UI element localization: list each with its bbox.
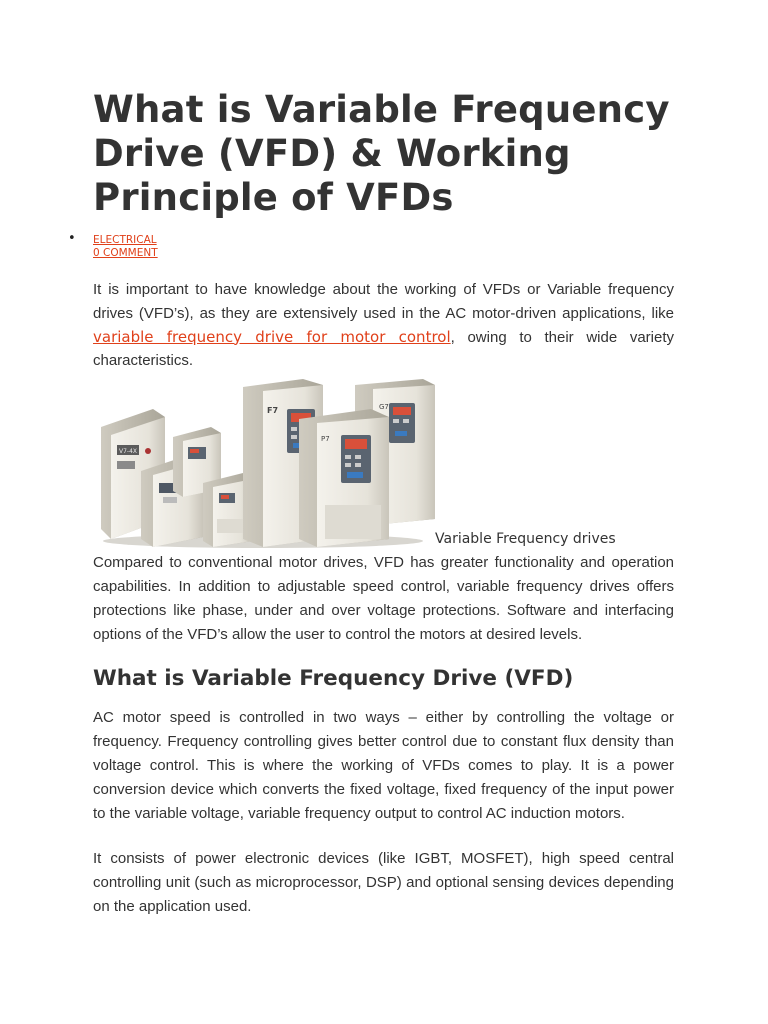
comment-count-link[interactable]: 0 COMMENT (93, 246, 158, 259)
vfd-motor-control-link[interactable]: variable frequency drive for motor control (93, 327, 451, 346)
page-title: What is Variable Frequency Drive (VFD) & Working Principle of VFDs (93, 88, 670, 219)
drive-label: F7 (267, 406, 279, 416)
comparison-paragraph: Compared to conventional motor drives, VFD has greater functionality and operation capabilities. In addition to adjustable speed control, variable frequency drives offers protections like phase, under and over voltage protections. Software and interfacing options of the VFD’s allow the user to control the motors at desired levels. (93, 554, 674, 643)
components-paragraph: It consists of power electronic devices (like IGBT, MOSFET), high speed central controlling unit (such as microprocessor, DSP) and optional sensing devices depending on the application used. (93, 850, 674, 915)
post-meta (68, 231, 674, 259)
vfd-drives-image (93, 379, 435, 549)
intro-text-end: , owing to their wide variety characteristics. (93, 328, 675, 370)
speed-control-paragraph: AC motor speed is controlled in two ways – either by controlling the voltage or frequency. Frequency controlling gives better control due to constant flux density than voltage control. This is where the working of VFDs comes to play. It is a power conversion device which converts the fixed voltage, fixed frequency of the input power to the variable voltage, variable frequency output to control AC induction motors. (93, 709, 674, 822)
meta-bullet: • (68, 231, 76, 246)
intro-paragraph (93, 278, 674, 373)
drive-p7 (299, 409, 389, 547)
intro-text-start: It is important to have knowledge about the working of VFDs or Variable frequency drives (VFD’s), as they are extensively used in the AC motor-driven applications, like (93, 281, 674, 322)
figure-caption: Variable Frequency drives (435, 531, 616, 548)
category-link[interactable]: ELECTRICAL (93, 234, 157, 246)
drive-label: V7-4X (119, 448, 138, 456)
figure (93, 379, 674, 555)
article (68, 88, 675, 919)
drive-label: G7 (379, 403, 389, 412)
drive-label: P7 (321, 435, 330, 444)
section-heading: What is Variable Frequency Drive (VFD) (93, 666, 574, 692)
